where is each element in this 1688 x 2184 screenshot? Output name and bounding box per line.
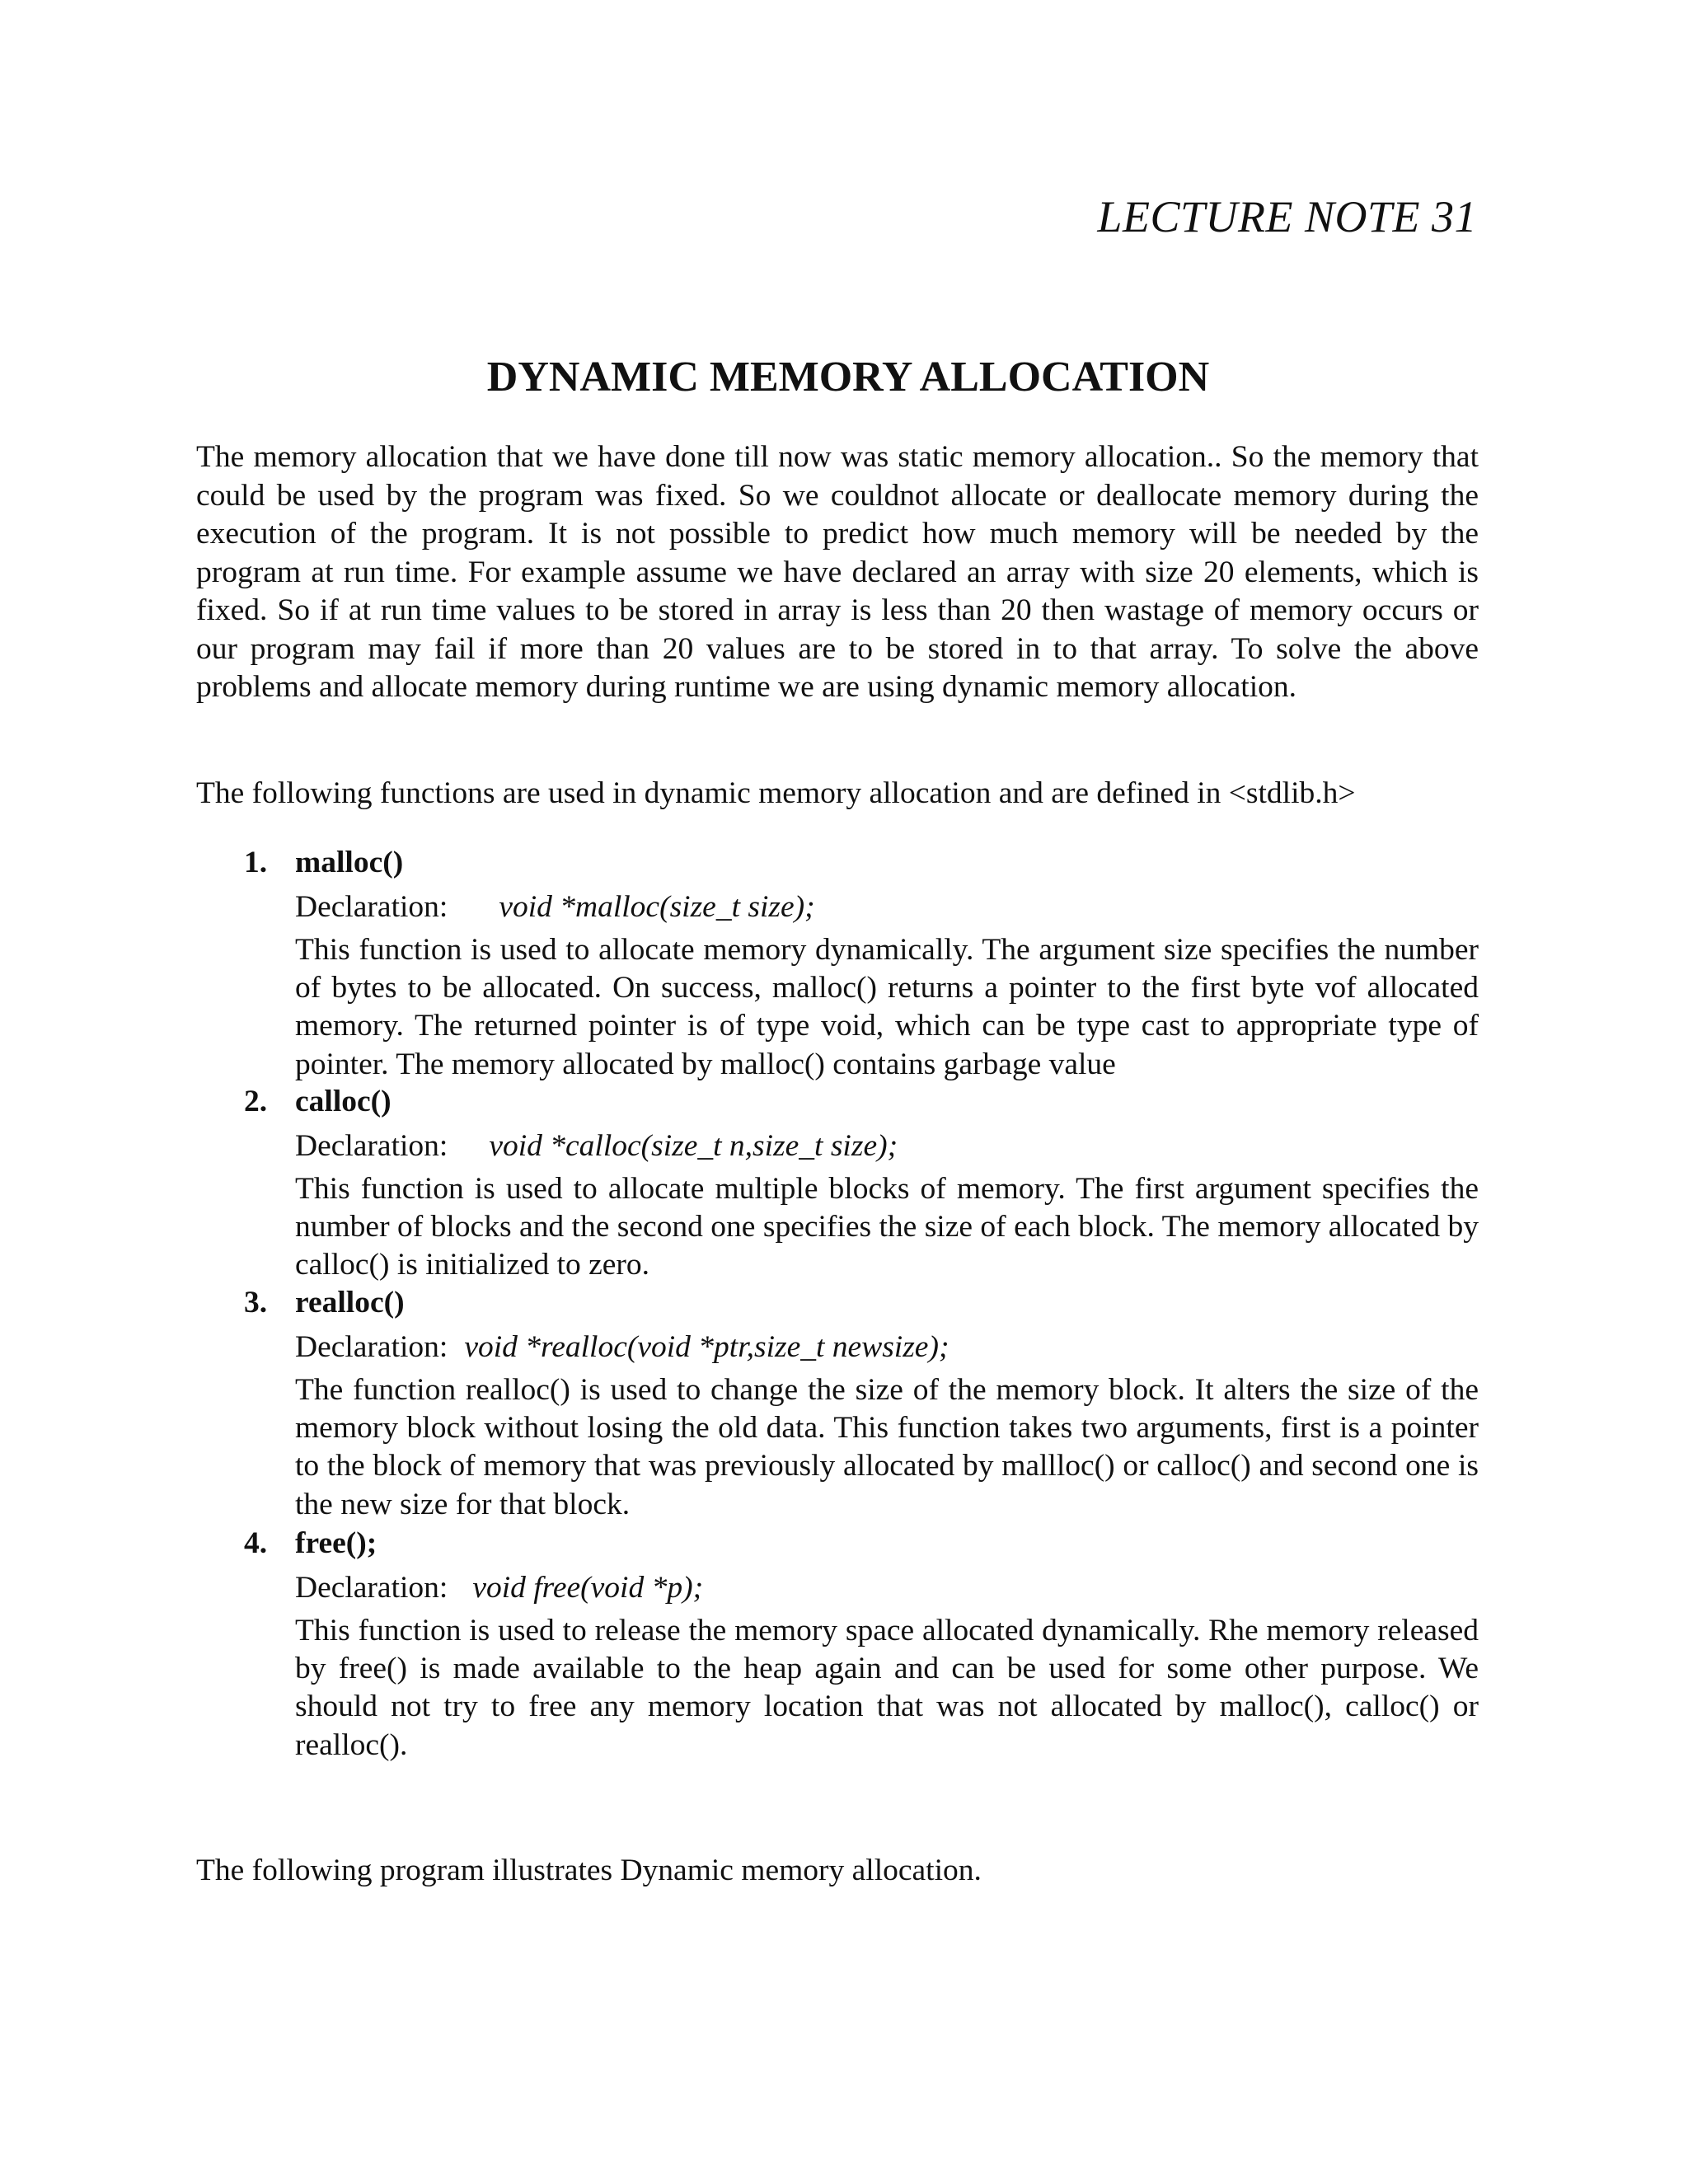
function-name: malloc() <box>295 846 404 879</box>
function-declaration <box>295 888 1479 931</box>
function-list <box>196 844 1479 1765</box>
closing-paragraph: The following program illustrates Dynamic memory allocation. <box>196 1854 982 1887</box>
function-description: The function realloc() is used to change the size of the memory block. It alters the size of the memory block without losing the old data. This function takes two arguments, first is a pointer to the block of memory that was previously allocated by mallloc() or calloc() and second one is the new size for that block. <box>295 1373 1479 1521</box>
function-item-calloc <box>196 1083 1479 1284</box>
function-declaration <box>295 1329 1479 1371</box>
function-number: 3. <box>244 1286 268 1319</box>
declaration-label: Declaration: <box>295 1571 448 1605</box>
declaration-signature: void *malloc(size_t size); <box>499 890 815 924</box>
declaration-label: Declaration: <box>295 1330 448 1364</box>
declaration-signature: void free(void *p); <box>472 1571 704 1605</box>
function-name: free(); <box>295 1526 377 1560</box>
function-description: This function is used to release the memory space allocated dynamically. Rhe memory released by free() is made available to the heap again and can be used for some other purpose. We should not try to free any memory location that was not allocated by malloc(), calloc() or realloc(). <box>295 1614 1479 1762</box>
function-number: 2. <box>244 1085 268 1118</box>
function-name: calloc() <box>295 1085 392 1118</box>
functions-lead-paragraph: The following functions are used in dynamic memory allocation and are defined in <stdlib.h> <box>196 776 1356 810</box>
function-number: 4. <box>244 1526 268 1560</box>
function-item-free <box>196 1525 1479 1765</box>
function-declaration <box>295 1569 1479 1612</box>
function-description: This function is used to allocate memory dynamically. The argument size specifies the number of bytes to be allocated. On success, malloc() returns a pointer to the first byte vof allocated memory. The returned pointer is of type void, which can be type cast to appropriate type of pointer. The memory allocated by malloc() contains garbage value <box>295 933 1479 1081</box>
declaration-label: Declaration: <box>295 890 448 924</box>
function-description: This function is used to allocate multiple blocks of memory. The first argument specifies the number of blocks and the second one specifies the size of each block. The memory allocated by calloc() is initialized to zero. <box>295 1172 1479 1282</box>
function-item-realloc <box>196 1284 1479 1525</box>
function-item-malloc <box>196 844 1479 1083</box>
function-declaration <box>295 1127 1479 1170</box>
page-title: DYNAMIC MEMORY ALLOCATION <box>486 354 1210 401</box>
declaration-label: Declaration: <box>295 1129 448 1163</box>
declaration-signature: void *realloc(void *ptr,size_t newsize); <box>464 1330 950 1364</box>
function-number: 1. <box>244 846 268 879</box>
intro-paragraph: The memory allocation that we have done till now was static memory allocation.. So the memory that could be used by the program was fixed. So we couldnot allocate or deallocate memory during the execution of the program. It is not possible to predict how much memory will be needed by the program at run time. For example assume we have declared an array with size 20 elements, which is fixed. So if at run time values to be stored in array is less than 20 then wastage of memory occurs or our program may fail if more than 20 values are to be stored in to that array. To solve the above problems and allocate memory during runtime we are using dynamic memory allocation. <box>196 440 1479 704</box>
function-name: realloc() <box>295 1286 405 1319</box>
lecture-note-heading: LECTURE NOTE 31 <box>1097 192 1477 241</box>
declaration-signature: void *calloc(size_t n,size_t size); <box>489 1129 898 1163</box>
